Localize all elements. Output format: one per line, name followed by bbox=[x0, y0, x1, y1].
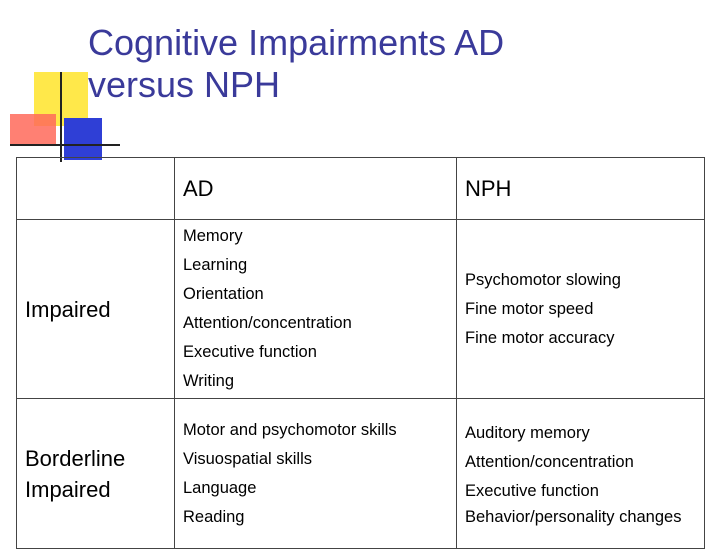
impaired-ad-cell bbox=[175, 220, 457, 399]
list-item: Fine motor accuracy bbox=[465, 328, 615, 347]
list-item: Psychomotor slowing bbox=[465, 270, 621, 289]
list-item: Attention/concentration bbox=[465, 453, 634, 471]
comparison-table bbox=[16, 157, 705, 549]
title-line-1: Cognitive Impairments AD bbox=[88, 22, 505, 63]
horizontal-rule-decoration bbox=[10, 144, 120, 146]
list-item: Fine motor speed bbox=[465, 299, 594, 318]
list-item: Visuospatial skills bbox=[183, 449, 313, 468]
list-item: Writing bbox=[183, 372, 235, 390]
list-item: Executive function bbox=[465, 482, 599, 500]
header-nph: NPH bbox=[457, 158, 705, 220]
list-item: Behavior/personality changes bbox=[465, 508, 682, 526]
borderline-ad-cell bbox=[175, 399, 457, 549]
row-label-borderline-impaired bbox=[17, 399, 175, 549]
table-header-row bbox=[17, 158, 705, 220]
list-item: Reading bbox=[183, 507, 245, 526]
vertical-rule-decoration bbox=[60, 72, 62, 162]
list-item: Learning bbox=[183, 256, 248, 274]
title-line-2: versus NPH bbox=[88, 64, 281, 105]
row-label-line-1: Borderline bbox=[25, 445, 126, 471]
row-label-line-2: Impaired bbox=[25, 476, 111, 502]
table-row bbox=[17, 220, 705, 399]
list-item: Orientation bbox=[183, 285, 264, 303]
list-item: Motor and psychomotor skills bbox=[183, 420, 397, 439]
table-row bbox=[17, 399, 705, 549]
header-ad: AD bbox=[175, 158, 457, 220]
row-label-impaired: Impaired bbox=[17, 220, 175, 399]
list-item: Language bbox=[183, 478, 257, 497]
header-empty-cell bbox=[17, 158, 175, 220]
list-item: Auditory memory bbox=[465, 424, 590, 442]
list-item: Memory bbox=[183, 227, 243, 245]
list-item: Attention/concentration bbox=[183, 314, 352, 332]
red-square-decoration bbox=[10, 114, 56, 144]
borderline-nph-cell bbox=[457, 399, 705, 549]
impaired-nph-cell bbox=[457, 220, 705, 399]
blue-square-decoration bbox=[64, 118, 102, 160]
list-item: Executive function bbox=[183, 343, 317, 361]
slide-title bbox=[88, 22, 504, 106]
